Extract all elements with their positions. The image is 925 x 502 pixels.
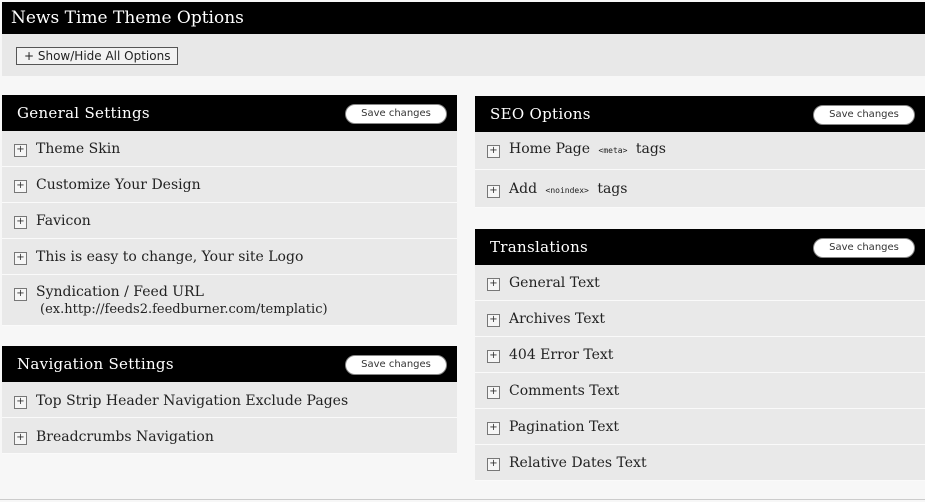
panel-header	[2, 346, 457, 382]
option-label	[509, 141, 666, 157]
save-changes-button[interactable]: Save changes	[345, 104, 447, 124]
panel-header	[475, 229, 925, 265]
panel-title: Navigation Settings	[17, 355, 174, 373]
bottom-divider	[0, 499, 925, 500]
save-changes-button[interactable]: Save changes	[813, 105, 915, 125]
option-label: Customize Your Design	[36, 177, 201, 193]
seo-options-panel	[475, 96, 925, 208]
option-label: Pagination Text	[509, 419, 619, 435]
expand-icon[interactable]: +	[14, 432, 27, 445]
panel-header	[475, 96, 925, 132]
option-sublabel: (ex.http://feeds2.feedburner.com/templatic)	[40, 302, 328, 317]
expand-icon[interactable]: +	[487, 350, 500, 363]
expand-icon[interactable]: +	[14, 396, 27, 409]
option-label: Breadcrumbs Navigation	[36, 429, 214, 445]
panel-title: Translations	[490, 238, 589, 256]
option-label: 404 Error Text	[509, 347, 614, 363]
option-pagination-text[interactable]	[475, 409, 925, 445]
option-label: General Text	[509, 275, 600, 291]
save-changes-button[interactable]: Save changes	[813, 238, 915, 258]
option-noindex[interactable]	[475, 170, 925, 208]
app-title-bar	[2, 2, 925, 34]
expand-icon[interactable]: +	[14, 288, 27, 301]
option-archives-text[interactable]	[475, 301, 925, 337]
noindex-tag-code: <noindex>	[545, 186, 589, 195]
save-changes-button[interactable]: Save changes	[345, 355, 447, 375]
navigation-settings-panel	[2, 346, 457, 454]
option-404-text[interactable]	[475, 337, 925, 373]
expand-icon[interactable]: +	[14, 144, 27, 157]
expand-icon[interactable]: +	[487, 185, 500, 198]
option-label-text: Add	[509, 181, 538, 197]
option-site-logo[interactable]	[2, 239, 457, 275]
option-label: Syndication / Feed URL	[36, 284, 204, 300]
page-title: News Time Theme Options	[11, 8, 244, 28]
expand-icon[interactable]: +	[14, 252, 27, 265]
showhide-area	[2, 34, 925, 76]
expand-icon[interactable]: +	[14, 216, 27, 229]
option-label: Theme Skin	[36, 141, 121, 157]
option-top-strip-nav[interactable]	[2, 382, 457, 418]
option-breadcrumbs[interactable]	[2, 418, 457, 454]
option-label	[509, 181, 627, 197]
expand-icon[interactable]: +	[487, 145, 500, 158]
option-label-suffix: tags	[635, 141, 666, 157]
option-general-text[interactable]	[475, 265, 925, 301]
panel-header	[2, 95, 457, 131]
option-theme-skin[interactable]	[2, 131, 457, 167]
meta-tag-code: <meta>	[598, 146, 628, 155]
panel-title: SEO Options	[490, 105, 591, 123]
panel-title: General Settings	[17, 104, 150, 122]
option-favicon[interactable]	[2, 203, 457, 239]
option-home-page-meta[interactable]	[475, 132, 925, 170]
option-label-text: Home Page	[509, 141, 591, 157]
expand-icon[interactable]: +	[14, 180, 27, 193]
option-label: Favicon	[36, 213, 91, 229]
expand-icon[interactable]: +	[487, 278, 500, 291]
option-syndication-feed[interactable]	[2, 275, 457, 326]
show-hide-all-button[interactable]: + Show/Hide All Options	[16, 47, 178, 65]
expand-icon[interactable]: +	[487, 314, 500, 327]
option-comments-text[interactable]	[475, 373, 925, 409]
translations-panel	[475, 229, 925, 481]
expand-icon[interactable]: +	[487, 422, 500, 435]
general-settings-panel	[2, 95, 457, 326]
option-label: This is easy to change, Your site Logo	[36, 249, 304, 265]
option-customize-design[interactable]	[2, 167, 457, 203]
option-label-suffix: tags	[597, 181, 628, 197]
option-label: Top Strip Header Navigation Exclude Pages	[36, 393, 349, 409]
option-label: Relative Dates Text	[509, 455, 647, 471]
option-label: Archives Text	[509, 311, 606, 327]
expand-icon[interactable]: +	[487, 458, 500, 471]
expand-icon[interactable]: +	[487, 386, 500, 399]
option-label: Comments Text	[509, 383, 620, 399]
option-relative-dates-text[interactable]	[475, 445, 925, 481]
